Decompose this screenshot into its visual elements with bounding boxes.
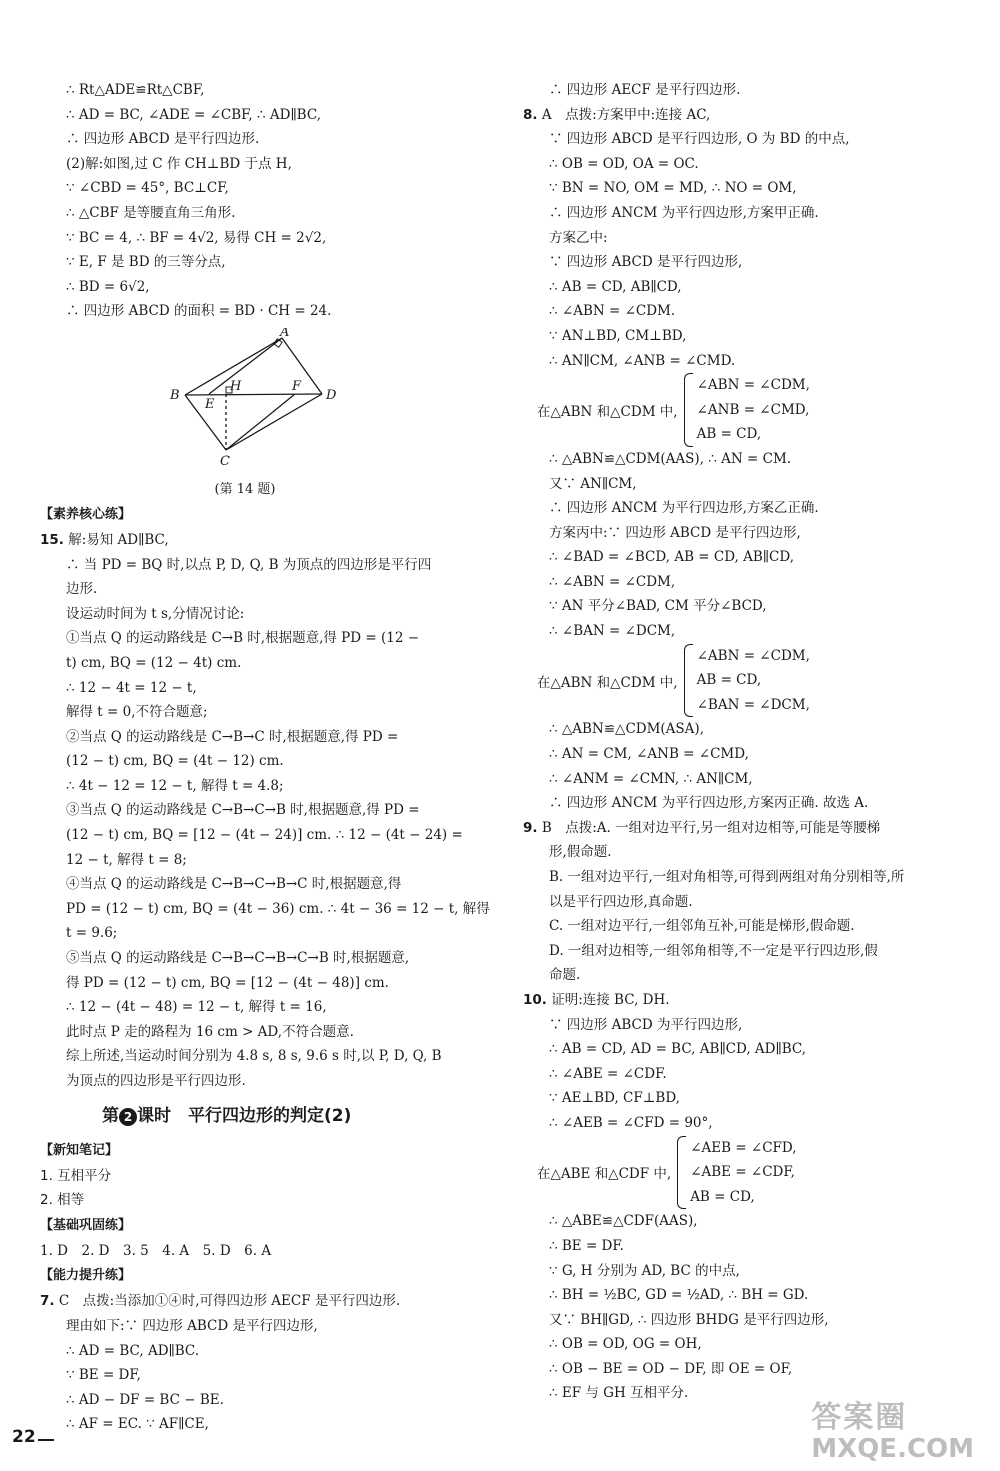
question-number: 9. xyxy=(523,819,538,836)
section-tag-advanced: 【能力提升练】 xyxy=(40,1268,132,1284)
text-line: (12 − t) cm, BQ = (4t − 12) cm. xyxy=(66,753,284,770)
text-line: 方案丙中:∵ 四边形 ABCD 是平行四边形, xyxy=(549,524,801,541)
q9-intro: B 点拨:A. 一组对边平行,另一组对边相等,可能是等腰梯 xyxy=(541,819,881,836)
section-tag-core: 【素养核心练】 xyxy=(40,506,132,522)
text-line: 解得 t = 0,不符合题意; xyxy=(66,704,208,721)
page-number: 22 xyxy=(12,1427,36,1447)
label-c: C xyxy=(220,453,230,469)
label-b: B xyxy=(170,387,180,403)
question-number: 10. xyxy=(523,991,547,1008)
text-line: ④当点 Q 的运动路线是 C→B→C→B→C 时,根据题意,得 xyxy=(66,876,402,893)
text-line: ∵ BC = 4, ∴ BF = 4√2, 易得 CH = 2√2, xyxy=(66,229,327,246)
text-line: 命题. xyxy=(549,967,581,984)
system-row: ∠ABN = ∠CDM, xyxy=(696,377,810,394)
left-column xyxy=(40,78,490,1437)
text-line: (12 − t) cm, BQ = [12 − (4t − 24)] cm. ∴ 12 − (4t − 24) = xyxy=(66,827,463,844)
system-row: ∠AEB = ∠CFD, xyxy=(690,1139,797,1156)
q8-intro: A 点拨:方案甲中:连接 AC, xyxy=(541,106,711,123)
text-line: ∵ 四边形 ABCD 是平行四边形, O 为 BD 的中点, xyxy=(549,131,850,148)
system-row: ∠ANB = ∠CMD, xyxy=(696,401,810,418)
text-line: ∴ 12 − (4t − 48) = 12 − t, 解得 t = 16, xyxy=(66,999,327,1016)
text-line: C. 一组对边平行,一组邻角互补,可能是梯形,假命题. xyxy=(549,918,855,935)
q7-intro: C 点拨:当添加①④时,可得四边形 AECF 是平行四边形. xyxy=(58,1293,401,1310)
q15-intro: 解:易知 AD∥BC, xyxy=(68,531,169,548)
text-line: ∴ ∠ABN = ∠CDM. xyxy=(549,303,676,320)
watermark xyxy=(811,1392,974,1464)
figure-caption: (第 14 题) xyxy=(214,481,276,497)
system-lead: 在△ABE 和△CDF 中, xyxy=(537,1166,672,1183)
text-line: ∵ BE = DF, xyxy=(66,1367,141,1384)
heading-title: 课时 平行四边形的判定(2) xyxy=(137,1105,352,1126)
text-line: 以是平行四边形,真命题. xyxy=(549,893,693,910)
equation-system xyxy=(523,373,963,447)
system-row: ∠BAN = ∠DCM, xyxy=(696,696,810,713)
text-line: 又∵ BH∥GD, ∴ 四边形 BHDG 是平行四边形, xyxy=(549,1311,829,1328)
label-a: A xyxy=(280,327,290,340)
text-line: 设运动时间为 t s,分情况讨论: xyxy=(66,605,245,622)
text-line: ∴ AD − DF = BC − BE. xyxy=(66,1391,224,1408)
text-line: 方案乙中: xyxy=(549,229,608,246)
q14-geometry-figure xyxy=(40,328,470,478)
text-line: ∴ 四边形 ANCM 为平行四边形,方案丙正确. 故选 A. xyxy=(549,795,869,812)
text-line: ∵ AN⊥BD, CM⊥BD, xyxy=(549,327,687,344)
text-line: ∴ 四边形 ABCD 的面积 = BD · CH = 24. xyxy=(66,303,332,320)
page-number-dash xyxy=(38,1439,54,1441)
question-number: 7. xyxy=(40,1293,55,1310)
question-number: 8. xyxy=(523,106,538,123)
label-h: H xyxy=(230,378,242,394)
segment-cf xyxy=(226,394,295,450)
text-line: ∴ △ABE≌△CDF(AAS), xyxy=(549,1213,698,1230)
text-line: 此时点 P 走的路程为 16 cm > AD,不符合题意. xyxy=(66,1023,354,1040)
text-line: 综上所述,当运动时间分别为 4.8 s, 8 s, 9.6 s 时,以 P, D, Q, B xyxy=(66,1048,442,1065)
watermark-url: MXQE.COM xyxy=(811,1434,974,1464)
q7-head xyxy=(40,1289,470,1314)
system-row: AB = CD, xyxy=(690,1188,755,1205)
label-e: E xyxy=(205,396,215,412)
right-column xyxy=(523,78,963,1406)
text-line: ∴ AB = CD, AD = BC, AB∥CD, AD∥BC, xyxy=(549,1041,807,1058)
section-tag-basic: 【基础巩固练】 xyxy=(40,1217,132,1233)
text-line: 理由如下:∵ 四边形 ABCD 是平行四边形, xyxy=(66,1317,318,1334)
text-line: ∵ AN 平分∠BAD, CM 平分∠BCD, xyxy=(549,598,767,615)
text-line: ∴ 四边形 AECF 是平行四边形. xyxy=(549,82,741,98)
text-line: 边形. xyxy=(66,581,98,598)
text-line: B. 一组对边平行,一组对角相等,可得到两组对角分别相等,所 xyxy=(549,869,905,885)
text-line: ∵ BN = NO, OM = MD, ∴ NO = OM, xyxy=(549,180,797,197)
q10-intro: 证明:连接 BC, DH. xyxy=(551,991,670,1008)
text-line: ∴ △ABN≌△CDM(AAS), ∴ AN = CM. xyxy=(549,450,792,467)
text-line: ∴ 12 − 4t = 12 − t, xyxy=(66,679,197,696)
question-number: 15. xyxy=(40,531,64,548)
edge-ad xyxy=(282,338,322,394)
parallelogram-diagram xyxy=(40,328,470,478)
q14-solution-end xyxy=(40,78,470,324)
text-line: ∴ ∠BAD = ∠BCD, AB = CD, AB∥CD, xyxy=(549,549,795,566)
system-row: AB = CD, xyxy=(696,426,762,443)
segment-ae xyxy=(209,338,282,394)
text-line: ∴ 4t − 12 = 12 − t, 解得 t = 4.8; xyxy=(66,777,284,794)
label-d: D xyxy=(326,387,337,403)
q7-solution xyxy=(40,1314,470,1437)
q15-solution xyxy=(40,553,490,1094)
text-line: ②当点 Q 的运动路线是 C→B→C 时,根据题意,得 PD = xyxy=(66,728,399,745)
text-line: 得 PD = (12 − t) cm, BQ = [12 − (4t − 48)] cm. xyxy=(66,974,389,991)
text-line: (2)解:如图,过 C 作 CH⊥BD 于点 H, xyxy=(66,155,292,172)
note-item: 2. 相等 xyxy=(40,1192,85,1209)
text-line: ∵ AE⊥BD, CF⊥BD, xyxy=(549,1090,680,1107)
note-item: 1. 互相平分 xyxy=(40,1167,112,1184)
text-line: ∵ 四边形 ABCD 是平行四边形, xyxy=(549,254,743,271)
text-line: ∴ BH = ½BC, GD = ½AD, ∴ BH = GD. xyxy=(549,1287,809,1304)
text-line: ∴ ∠ABE = ∠CDF. xyxy=(549,1065,667,1082)
text-line: ∵ G, H 分别为 AD, BC 的中点, xyxy=(549,1262,740,1279)
text-line: ∴ ∠ABN = ∠CDM, xyxy=(549,573,676,590)
heading-prefix: 第 xyxy=(102,1105,119,1126)
text-line: ∴ △CBF 是等腰直角三角形. xyxy=(66,204,236,221)
text-line: ∴ OB = OD, OA = OC. xyxy=(549,155,699,172)
text-line: ∴ ∠BAN = ∠DCM, xyxy=(549,623,676,640)
equation-system xyxy=(523,1136,963,1210)
text-line: ∴ AB = CD, AB∥CD, xyxy=(549,278,682,295)
text-line: ∴ △ABN≌△CDM(ASA), xyxy=(549,721,704,738)
brace-icon xyxy=(677,1136,686,1210)
text-line: PD = (12 − t) cm, BQ = (4t − 36) cm. ∴ 4t − 36 = 12 − t, 解得 xyxy=(66,900,490,917)
text-line: ∵ ∠CBD = 45°, BC⊥CF, xyxy=(66,180,229,197)
text-line: ∴ AN∥CM, ∠ANB = ∠CMD. xyxy=(549,352,736,369)
text-line: ∴ AF = EC. ∵ AF∥CE, xyxy=(66,1416,209,1433)
text-line: ∴ ∠AEB = ∠CFD = 90°, xyxy=(549,1114,713,1131)
text-line: 又∵ AN∥CM, xyxy=(549,475,637,492)
edge-dc xyxy=(226,394,322,450)
text-line: ∴ AN = CM, ∠ANB = ∠CMD, xyxy=(549,746,749,763)
equation-system xyxy=(523,644,963,718)
q9-head xyxy=(523,816,963,841)
text-line: ∴ OB − BE = OD − DF, 即 OE = OF, xyxy=(549,1360,793,1377)
text-line: ∴ 四边形 ANCM 为平行四边形,方案甲正确. xyxy=(549,204,819,221)
text-line: 为顶点的四边形是平行四边形. xyxy=(66,1073,246,1089)
system-row: AB = CD, xyxy=(696,672,762,689)
text-line: ∴ 四边形 ANCM 为平行四边形,方案乙正确. xyxy=(549,500,819,517)
system-lead: 在△ABN 和△CDM 中, xyxy=(537,404,678,421)
text-line: ∵ 四边形 ABCD 为平行四边形, xyxy=(549,1016,743,1033)
lesson-heading xyxy=(40,1094,470,1138)
text-line: D. 一组对边相等,一组邻角相等,不一定是平行四边形,假 xyxy=(549,942,878,959)
text-line: ∴ EF 与 GH 互相平分. xyxy=(549,1385,689,1402)
answer-key: 1. D 2. D 3. 5 4. A 5. D 6. A xyxy=(40,1242,272,1259)
text-line: t) cm, BQ = (12 − 4t) cm. xyxy=(66,654,242,671)
text-line: t = 9.6; xyxy=(66,925,118,942)
text-line: ∴ Rt△ADE≌Rt△CBF, xyxy=(66,82,205,98)
text-line: ∴ 四边形 ABCD 是平行四边形. xyxy=(66,131,260,148)
text-line: ∴ BD = 6√2, xyxy=(66,278,150,295)
text-line: ①当点 Q 的运动路线是 C→B 时,根据题意,得 PD = (12 − xyxy=(66,630,420,647)
lesson-number-badge: 2 xyxy=(119,1108,137,1126)
text-line: ∴ AD = BC, AD∥BC. xyxy=(66,1342,200,1359)
watermark-logo: 答案圈 xyxy=(811,1400,908,1435)
q8-head xyxy=(523,103,963,128)
text-line: ∴ OB = OD, OG = OH, xyxy=(549,1336,702,1353)
text-line: ⑤当点 Q 的运动路线是 C→B→C→B→C→B 时,根据题意, xyxy=(66,950,410,967)
diagonal-bd xyxy=(185,394,322,395)
system-row: ∠ABN = ∠CDM, xyxy=(696,647,810,664)
brace-icon xyxy=(684,373,693,447)
system-lead: 在△ABN 和△CDM 中, xyxy=(537,674,678,691)
text-line: ③当点 Q 的运动路线是 C→B→C→B 时,根据题意,得 PD = xyxy=(66,802,420,819)
text-line: ∵ E, F 是 BD 的三等分点, xyxy=(66,254,226,271)
text-line: ∴ AD = BC, ∠ADE = ∠CBF, ∴ AD∥BC, xyxy=(66,106,321,123)
q15-head xyxy=(40,528,470,553)
text-line: ∴ ∠ANM = ∠CMN, ∴ AN∥CM, xyxy=(549,770,753,787)
brace-icon xyxy=(684,644,693,718)
label-f: F xyxy=(292,378,302,394)
system-row: ∠ABE = ∠CDF, xyxy=(690,1164,795,1181)
text-line: ∴ 当 PD = BQ 时,以点 P, D, Q, B 为顶点的四边形是平行四 xyxy=(66,556,432,573)
text-line: ∴ BE = DF. xyxy=(549,1237,624,1254)
q10-head xyxy=(523,988,963,1013)
section-tag-notes: 【新知笔记】 xyxy=(40,1142,119,1158)
text-line: 12 − t, 解得 t = 8; xyxy=(66,851,187,868)
text-line: 形,假命题. xyxy=(549,844,612,861)
